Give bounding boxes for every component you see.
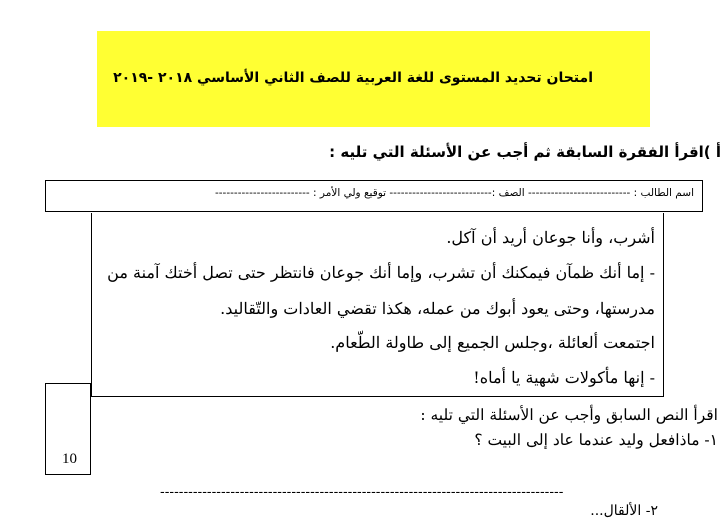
student-info-line: اسم الطالب : --------------------------- الصف :--------------------------- توقيع ولي الأمر : -------------------------	[214, 187, 694, 199]
questions-intro: اقرأ النص السابق وأجب عن الأسئلة التي تليه :	[420, 406, 718, 424]
score-value: 10	[62, 451, 77, 467]
score-box	[45, 383, 91, 475]
passage-line: اجتمعت ألعائلة ،وجلس الجميع إلى طاولة الطّعام.	[330, 333, 655, 352]
passage-box	[91, 213, 664, 397]
student-info-box	[45, 180, 703, 212]
question-2-partial: ٢- الألقال...	[590, 503, 658, 519]
passage-line: أشرب، وأنا جوعان أريد أن آكل.	[446, 228, 655, 247]
passage-line: - إنها مأكولات شهية يا أماه!	[473, 368, 655, 387]
passage-line: مدرستها، وحتى يعود أبوك من عمله، هكذا تقضي العادات والتّقاليد.	[220, 299, 655, 318]
answer-line[interactable]: --------------------------------------------------------------------------------------	[160, 485, 564, 500]
question-1: ١- ماذافعل وليد عندما عاد إلى البيت ؟	[474, 431, 718, 449]
section-a-instruction: أ )اقرأ الفقرة السابقة ثم أجب عن الأسئلة التي تليه :	[329, 143, 721, 161]
passage-line: - إما أنك ظمآن فيمكنك أن تشرب، وإما أنك جوعان فانتظر حتى تصل أختك آمنة من	[107, 263, 655, 282]
exam-title: امتحان تحديد المستوى للغة العربية للصف الثاني الأساسي ٢٠١٨ -٢٠١٩	[113, 70, 593, 86]
